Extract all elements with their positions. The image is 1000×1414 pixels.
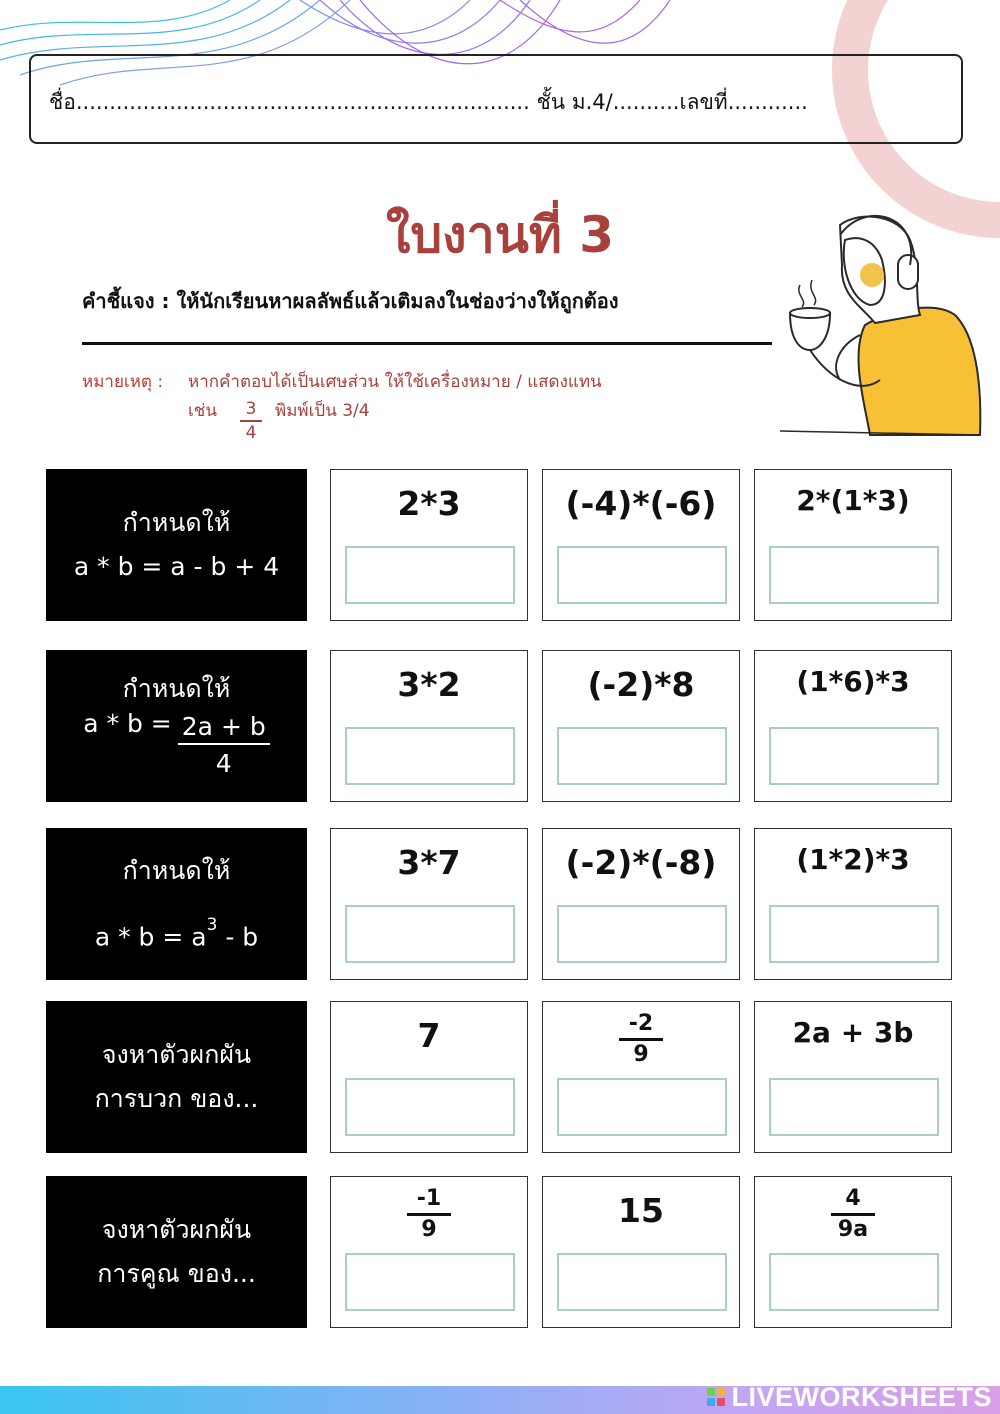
note-example-numerator: 3 — [245, 399, 257, 419]
row3-cell3 — [754, 828, 952, 980]
row4-label-line2: การบวก ของ... — [94, 1084, 259, 1113]
row3-rule-box — [46, 828, 307, 980]
note-example-prefix: เช่น — [188, 401, 217, 421]
row1-cell2-answer-input[interactable] — [557, 546, 727, 604]
row5-cell1-denominator: 9 — [421, 1217, 437, 1242]
row1-cell1-answer-input[interactable] — [345, 546, 515, 604]
row2-cell3-answer-input[interactable] — [769, 727, 939, 785]
row4-cell2 — [542, 1001, 740, 1153]
row3-cell1-expression: 3*7 — [397, 843, 461, 882]
row5-cell1 — [330, 1176, 528, 1328]
row4-cell1-answer-input[interactable] — [345, 1078, 515, 1136]
row1-label-line2: a * b = a - b + 4 — [73, 552, 280, 581]
row3-cell1-answer-input[interactable] — [345, 905, 515, 963]
row5-cell3 — [754, 1176, 952, 1328]
row4-cell3 — [754, 1001, 952, 1153]
row3-cell2 — [542, 828, 740, 980]
row5-cell1-fraction — [331, 1185, 527, 1244]
row2-cell2 — [542, 650, 740, 802]
row3-label-line1: กำหนดให้ — [122, 855, 231, 885]
row5-cell3-answer-input[interactable] — [769, 1253, 939, 1311]
instruction-divider — [82, 342, 772, 345]
row2-cell2-answer-input[interactable] — [557, 727, 727, 785]
row3-cell3-expression: (1*2)*3 — [796, 843, 910, 876]
row4-cell2-denominator: 9 — [633, 1042, 649, 1067]
row5-cell2-expression: 15 — [618, 1191, 664, 1230]
row2-label-fraction — [178, 708, 270, 782]
row5-label-line1: จงหาตัวผกผัน — [101, 1215, 252, 1244]
row1-cell3-expression: 2*(1*3) — [796, 484, 910, 517]
row4-cell3-answer-input[interactable] — [769, 1078, 939, 1136]
row4-instruction-box — [46, 1001, 307, 1153]
liveworksheets-logo-icon — [707, 1388, 725, 1406]
row4-cell1 — [330, 1001, 528, 1153]
row1-cell3-answer-input[interactable] — [769, 546, 939, 604]
liveworksheets-brand-text: LIVEWORKSHEETS — [731, 1381, 992, 1412]
row2-cell3-expression: (1*6)*3 — [796, 665, 910, 698]
instruction-text: คำชี้แจง : ให้นักเรียนหาผลลัพธ์แล้วเติมลงในช่องว่างให้ถูกต้อง — [82, 289, 619, 313]
row3-cell2-answer-input[interactable] — [557, 905, 727, 963]
row1-cell1-expression: 2*3 — [397, 484, 461, 523]
row5-cell3-numerator: 4 — [831, 1185, 875, 1216]
row4-label-line1: จงหาตัวผกผัน — [101, 1040, 252, 1069]
row4-cell1-expression: 7 — [417, 1016, 441, 1055]
row3-cell1 — [330, 828, 528, 980]
row5-cell2-answer-input[interactable] — [557, 1253, 727, 1311]
row1-cell1 — [330, 469, 528, 621]
row1-label-line1: กำหนดให้ — [122, 508, 231, 537]
note-example-suffix: พิมพ์เป็น 3/4 — [275, 401, 370, 421]
row1-cell3 — [754, 469, 952, 621]
note-example-fraction — [238, 398, 264, 444]
row5-instruction-box — [46, 1176, 307, 1328]
row5-cell2 — [542, 1176, 740, 1328]
row1-rule-box — [46, 469, 307, 621]
row4-cell2-answer-input[interactable] — [557, 1078, 727, 1136]
row2-label-line1: กำหนดให้ — [122, 674, 231, 703]
row3-formula — [95, 901, 258, 967]
fraction-bar — [240, 420, 262, 422]
row2-cell1-expression: 3*2 — [397, 665, 461, 704]
student-info-line: ชื่อ.................................................................... ชั้น ม.4/..........เลขที่............ — [49, 90, 808, 114]
row2-cell1 — [330, 650, 528, 802]
row4-cell2-numerator: -2 — [619, 1010, 663, 1041]
worksheet-title: ใบงานที่ 3 — [386, 206, 614, 264]
note-text: หากคำตอบได้เป็นเศษส่วน ให้ใช้เครื่องหมาย / แสดงแทน — [188, 372, 602, 392]
logo-square-orange — [717, 1388, 725, 1396]
liveworksheets-logo — [707, 1380, 992, 1414]
row5-cell3-fraction — [755, 1185, 951, 1244]
row1-cell2-expression: (-4)*(-6) — [565, 484, 717, 523]
row1-cell2 — [542, 469, 740, 621]
note-example-denominator: 4 — [245, 423, 257, 443]
row4-cell2-fraction — [543, 1010, 739, 1069]
row5-cell3-denominator: 9a — [837, 1217, 869, 1242]
row5-cell1-numerator: -1 — [407, 1185, 451, 1216]
girl-with-headphones-illustration — [770, 205, 990, 445]
row2-label-numerator: 2a + b — [178, 711, 270, 745]
row2-cell2-expression: (-2)*8 — [587, 665, 695, 704]
row2-cell3 — [754, 650, 952, 802]
logo-square-red — [717, 1398, 725, 1406]
row2-label-prefix: a * b = — [83, 709, 172, 738]
student-info-box — [29, 54, 963, 144]
row4-cell3-expression: 2a + 3b — [792, 1016, 914, 1049]
row3-cell2-expression: (-2)*(-8) — [565, 843, 717, 882]
note-label: หมายเหตุ : — [82, 372, 164, 392]
row3-label-base: a * b = a — [94, 922, 207, 952]
row2-cell1-answer-input[interactable] — [345, 727, 515, 785]
logo-square-green — [707, 1388, 715, 1396]
row2-formula — [83, 708, 269, 782]
logo-square-blue — [707, 1398, 715, 1406]
row5-cell1-answer-input[interactable] — [345, 1253, 515, 1311]
row2-label-denominator: 4 — [215, 749, 232, 778]
row2-rule-box — [46, 650, 307, 802]
row3-label-tail: - b — [225, 922, 259, 952]
row3-label-exponent: 3 — [206, 914, 218, 935]
row3-cell3-answer-input[interactable] — [769, 905, 939, 963]
row5-label-line2: การคูณ ของ... — [97, 1259, 256, 1288]
